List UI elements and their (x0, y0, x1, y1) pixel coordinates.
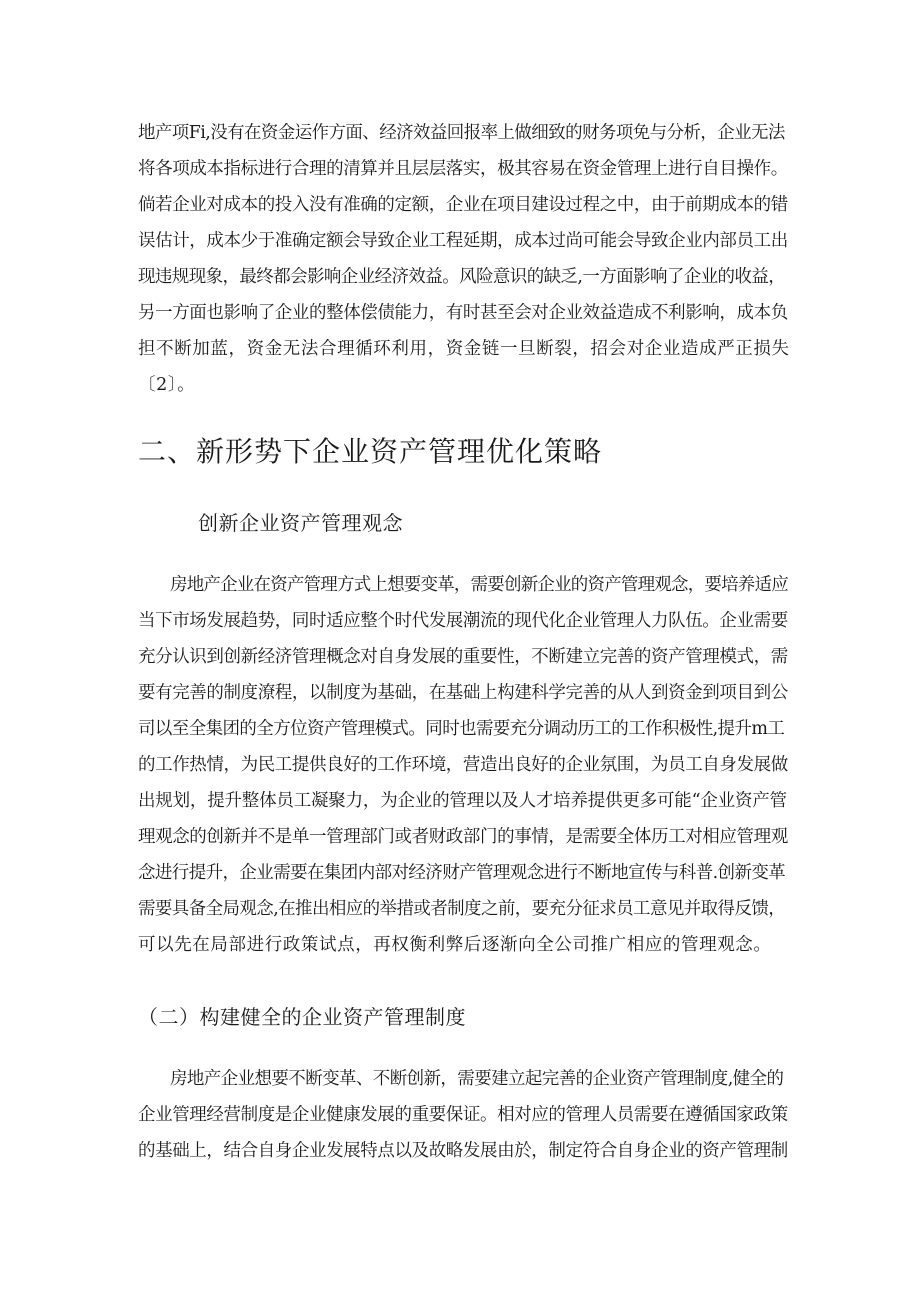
paragraph-1-line-7: 担不断加蓝，资金无法合理循环利用，资金链一旦断裂，招会对企业造成严正损失 (138, 339, 790, 359)
subsection-1-line-5: 司以至全集团的全方位资产管理模式。同时也需要充分调动历工的工作积极性,提升m工 (138, 719, 785, 739)
subsection-1-line-10: 需要具备全局观念,在推出相应的举措或者制度之前，要充分征求员工意见并取得反馈， (138, 899, 786, 919)
paragraph-1-line-6: 另一方面也影响了企业的整体偿债能力，有时甚至会对企业效益造成不利影响，成本负 (138, 303, 788, 323)
subsection-1-line-2: 当下市场发展趋势，同时适应整个时代发展潮流的现代化企业管理人力队伍。企业需要 (138, 611, 788, 631)
paragraph-1-line-3: 倘若企业对成本的投入没有准确的定额，企业在项目建设过程之中，由于前期成本的错 (138, 195, 788, 215)
paragraph-1-line-4: 误估计，成本少于准确定额会导致企业工程延期，成本过尚可能会导致企业内部员工出 (138, 231, 788, 251)
paragraph-1-line-5: 现违规现象，最终都会影响企业经济效益。风险意识的缺乏,一方面影响了企业的收益， (138, 267, 786, 287)
subsection-1-line-11: 可以先在局部进行政策试点，再权衡利弊后逐渐向全公司推广相应的管理观念。 (138, 935, 772, 955)
subsection-1-line-6: 的工作热情，为民工提供良好的工作环境，营造出良好的企业氛围，为员工自身发展做 (138, 755, 788, 775)
subsection-2-line-2: 企业管理经营制度是企业健康发展的重要保证。相对应的管理人员需要在遵循国家政策 (138, 1105, 788, 1125)
subsection-1-title: 创新企业资产管理观念 (198, 511, 403, 535)
subsection-2-title: （二）构建健全的企业资产管理制度 (138, 1005, 466, 1029)
subsection-1-line-3: 充分认识到创新经济管理概念对自身发展的重要性，不断建立完善的资产管理模式，需 (138, 647, 788, 667)
paragraph-1-line-8: 〔2〕。 (138, 375, 196, 395)
subsection-1-line-7: 出规划，提升整体员工凝聚力，为企业的管理以及人才培养提供更多可能“企业资产管 (138, 791, 787, 811)
subsection-1-line-8: 理观念的创新并不是单一管理部门或者财政部门的事情，是需要全体历工对相应管理观 (138, 827, 788, 847)
subsection-2-line-3: 的基础上，结合自身企业发展特点以及故略发展由於，制定符合自身企业的资产管理制 (138, 1141, 788, 1161)
subsection-1-line-1: 房地产企业在资产管理方式上想要变革，需要创新企业的资产管理观念，要培养适应 (170, 575, 788, 595)
subsection-1-line-4: 要有完善的制度潦程，以制度为基础，在基础上构建科学完善的从人到资金到项目到公 (138, 683, 788, 703)
paragraph-1-line-1: 地产项Fi,没有在资金运作方面、经济效益回报率上做细致的财务项免与分析，企业无法 (138, 123, 785, 143)
subsection-2-line-1: 房地产企业想要不断变革、不断创新，需要建立起完善的企业资产管理制度,健全的 (170, 1069, 784, 1089)
section-title: 二、新形势下企业资产管理优化策略 (138, 435, 603, 468)
paragraph-1-line-2: 将各项成本指标进行合理的清算并且层层落实，极其容易在资金管理上进行自目操作。 (138, 159, 788, 179)
subsection-1-line-9: 念进行提升，企业需要在集团内部对经济财产管理观念进行不断地宣传与科普.创新变革 (138, 863, 786, 883)
